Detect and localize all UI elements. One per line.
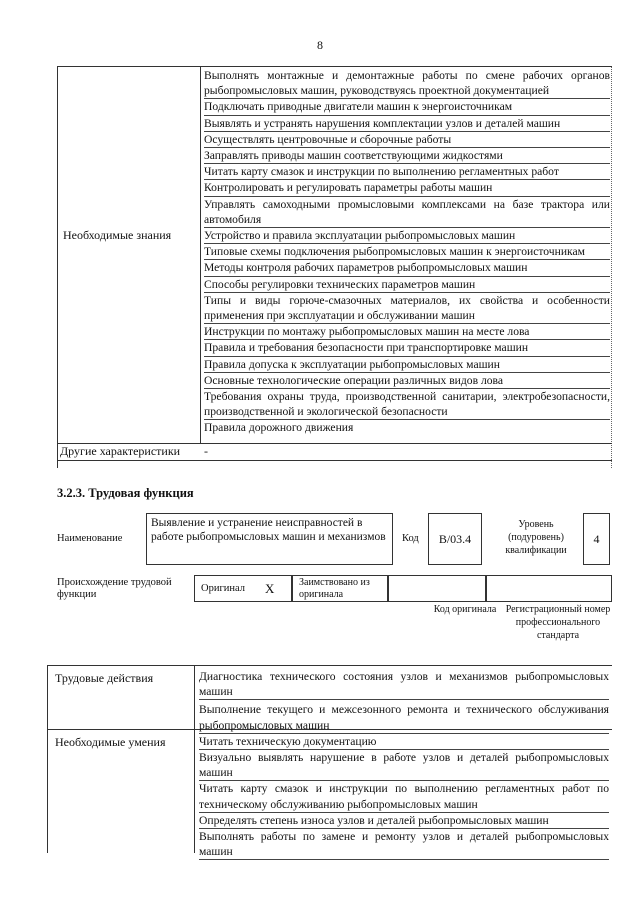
- list-item: Визуально выявлять нарушение в работе узлов и деталей рыбопромысловых машин: [199, 750, 609, 781]
- knowledge-items: [204, 68, 610, 436]
- table-row-divider: [47, 665, 612, 666]
- page-number: 8: [317, 38, 323, 52]
- borrowed-label: Заимствовано из оригинала: [299, 577, 370, 600]
- table-row-divider: [57, 66, 612, 67]
- list-item: Инструкции по монтажу рыбопромысловых машин на месте лова: [204, 324, 610, 340]
- reg-number-label: Регистрационный номер профессионального стандарта: [505, 604, 611, 641]
- section-title: 3.2.3. Трудовая функция: [57, 486, 194, 500]
- other-characteristics-label: Другие характеристики: [60, 444, 181, 458]
- list-item: Типовые схемы подключения рыбопромысловых машин к энергоисточникам: [204, 244, 610, 260]
- code-label: Код: [402, 533, 419, 544]
- function-code-box: B/03.4: [428, 513, 482, 565]
- list-item: Правила и требования безопасности при транспортировке машин: [204, 340, 610, 356]
- list-item: Требования охраны труда, производственной санитарии, электробезопасности, производственной и экологической безопасности: [204, 389, 610, 420]
- code-original-label: Код оригинала: [433, 604, 497, 615]
- original-box: [194, 575, 292, 602]
- other-characteristics-row: [57, 444, 612, 460]
- table-border-left: [57, 66, 58, 468]
- knowledge-table: [57, 66, 612, 468]
- list-item: Выполнять работы по замене и ремонту узлов и деталей рыбопромысловых машин: [199, 829, 609, 860]
- knowledge-label: Необходимые знания: [63, 228, 172, 242]
- table-border-left: [47, 665, 48, 853]
- list-item: Устройство и правила эксплуатации рыбопромысловых машин: [204, 228, 610, 244]
- list-item: Контролировать и регулировать параметры работы машин: [204, 180, 610, 196]
- table-column-divider: [194, 665, 195, 853]
- table-row-divider: [57, 460, 612, 461]
- list-item: Выполнение текущего и межсезонного ремонта и технического обслуживания рыбопромысловых машин: [199, 702, 609, 733]
- list-item: Методы контроля рабочих параметров рыбопромысловых машин: [204, 260, 610, 276]
- list-item: Осуществлять центровочные и сборочные работы: [204, 132, 610, 148]
- original-mark: X: [265, 581, 275, 596]
- skills-label: Необходимые умения: [55, 735, 166, 749]
- original-label: Оригинал: [201, 583, 245, 594]
- list-item: Выявлять и устранять нарушения комплектации узлов и деталей машин: [204, 116, 610, 132]
- actions-label: Трудовые действия: [55, 671, 154, 685]
- list-item: Определять степень износа узлов и деталей рыбопромысловых машин: [199, 813, 609, 829]
- function-name-box: Выявление и устранение неисправностей в работе рыбопромысловых машин и механизмов: [146, 513, 393, 565]
- list-item: Способы регулировки технических параметров машин: [204, 277, 610, 293]
- list-item: Диагностика технического состояния узлов и механизмов рыбопромысловых машин: [199, 669, 609, 700]
- name-label: Наименование: [57, 533, 123, 544]
- list-item: Заправлять приводы машин соответствующими жидкостями: [204, 148, 610, 164]
- list-item: Подключать приводные двигатели машин к энергоисточникам: [204, 99, 610, 115]
- table-border-right: [611, 66, 612, 468]
- list-item: Правила допуска к эксплуатации рыбопромысловых машин: [204, 357, 610, 373]
- list-item: Основные технологические операции различных видов лова: [204, 373, 610, 389]
- list-item: Правила дорожного движения: [204, 421, 354, 435]
- borrowed-box: [292, 575, 388, 602]
- level-label: Уровень (подуровень) квалификации: [505, 519, 567, 556]
- list-item: Выполнять монтажные и демонтажные работы по смене рабочих органов рыбопромысловых машин, руководствуясь проектной документацией: [204, 68, 610, 99]
- reg-number-box: [486, 575, 612, 602]
- actions-skills-table: [47, 665, 612, 859]
- origin-label: Происхождение трудовой функции: [57, 577, 172, 600]
- list-item: Типы и виды горюче-смазочных материалов, их свойства и особенности применения при эксплуатации и обслуживании машин: [204, 293, 610, 324]
- list-item: Управлять самоходными промысловыми комплексами на базе трактора или автомобиля: [204, 197, 610, 228]
- table-column-divider: [200, 66, 201, 444]
- list-item: Читать техническую документацию: [199, 734, 609, 750]
- list-item: Читать карту смазок и инструкции по выполнению регламентных работ: [204, 164, 610, 180]
- actions-skills-items: [199, 669, 609, 860]
- level-value-box: 4: [583, 513, 610, 565]
- list-item: Читать карту смазок и инструкции по выполнению регламентных работ по техническому обслуживанию рыбопромысловых машин: [199, 781, 609, 812]
- code-original-box: [388, 575, 486, 602]
- other-characteristics-value: -: [204, 444, 208, 458]
